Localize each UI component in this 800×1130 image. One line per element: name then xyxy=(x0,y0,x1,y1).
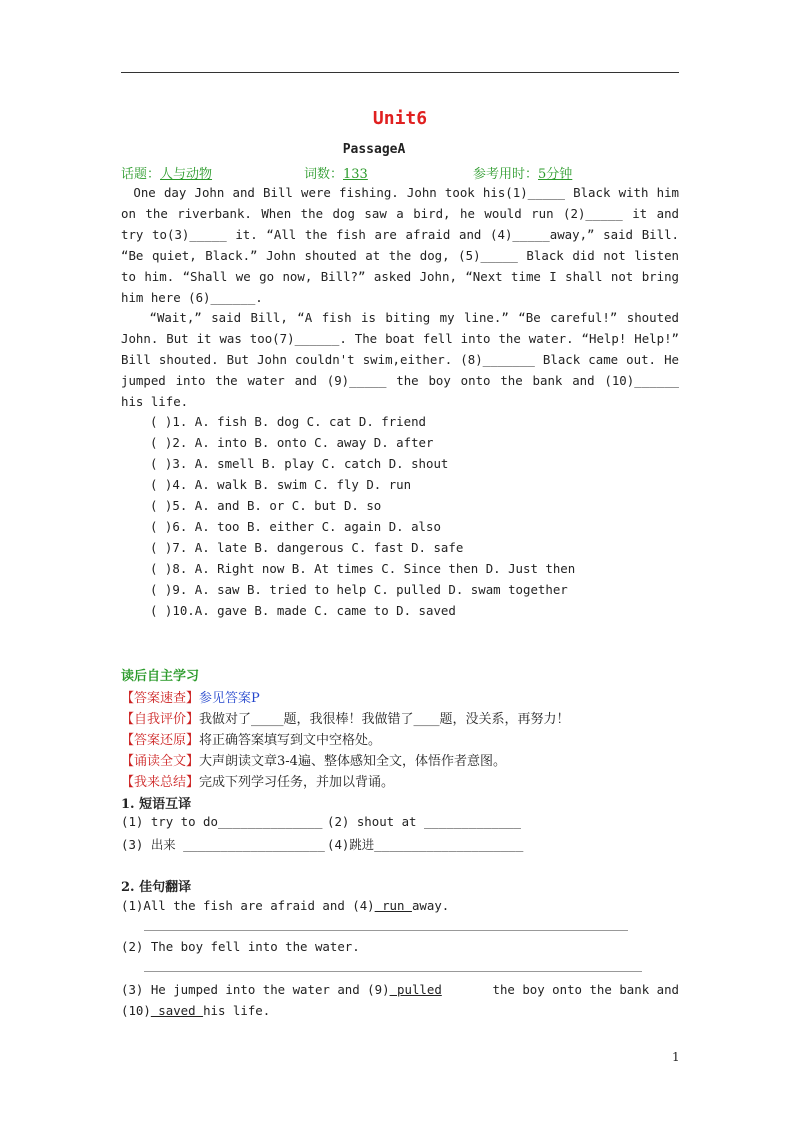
sentence-3 xyxy=(121,982,679,997)
sentence-1-text: (1)All the fish are afraid and (4) xyxy=(121,898,375,913)
passage-paragraph-2: “Wait,” said Bill, “A fish is biting my line.” “Be careful!” shouted John. But it was too(7)______. The boat fell into the water. “Help! Help!” Bill shouted. But John couldn't swim,either. (8)_______ Black came out. He jumped into the water and (9)_____ the boy onto the bank and (10)______ his life. xyxy=(121,310,679,410)
study-tag: 【答案速查】 xyxy=(121,691,200,706)
question-10: ( )10.A. gave B. made C. came to D. saved xyxy=(150,603,456,618)
phrase-3: (3) 出来 ___________________ xyxy=(121,837,325,852)
sentence-4-end: his life. xyxy=(203,1003,271,1018)
sentence-2: (2) The boy fell into the water. xyxy=(121,939,360,954)
study-text: 将正确答案填写到文中空格处。 xyxy=(199,733,382,748)
sentence-4-answer: saved xyxy=(150,1003,204,1018)
word-count-meta xyxy=(304,163,368,182)
study-item-self-eval xyxy=(121,708,570,727)
sentence-3-start: (3) He jumped into the water and (9) xyxy=(121,982,390,997)
phrase-1: (1) try to do______________ xyxy=(121,814,323,829)
topic-label: 话题： xyxy=(121,167,161,182)
phrase-4: (4)跳进____________________ xyxy=(327,837,524,852)
answer-line-2 xyxy=(144,971,642,972)
sentence-1-answer: run xyxy=(374,898,412,913)
study-tag: 【我来总结】 xyxy=(121,775,200,790)
study-tag: 【答案还原】 xyxy=(121,733,200,748)
phrase-2: (2) shout at _____________ xyxy=(327,814,521,829)
topic-meta xyxy=(121,163,212,182)
sentence-1 xyxy=(121,898,449,913)
passage-title: PassageA xyxy=(342,142,406,157)
study-item-read xyxy=(121,750,506,769)
question-5: ( )5. A. and B. or C. but D. so xyxy=(150,498,382,513)
study-tag: 【诵读全文】 xyxy=(121,754,200,769)
words-value: 133 xyxy=(343,167,368,182)
study-text: 我做对了_____题，我很棒！我做错了____题，没关系，再努力！ xyxy=(199,712,570,727)
question-1: ( )1. A. fish B. dog C. cat D. friend xyxy=(150,414,427,429)
time-value: 5分钟 xyxy=(538,167,573,182)
passage-paragraph-1: One day John and Bill were fishing. John took his(1)_____ Black with him on the riverbank. When the dog saw a bird, he would run (2)_____ it and try to(3)_____ it. “All the fish are afraid and (4)_____away,” said Bill. “Be quiet, Black.” John shouted at the dog, (5)_____ Black did not listen to him. “Shall we go now, Bill?” asked John, “Next time I shall not bring him here (6)______. xyxy=(121,185,679,305)
study-item-restore xyxy=(121,729,381,748)
question-2: ( )2. A. into B. onto C. away D. after xyxy=(150,435,434,450)
sentence-3-end: the boy onto the bank and xyxy=(492,982,679,997)
question-9: ( )9. A. saw B. tried to help C. pulled D. swam together xyxy=(150,582,568,597)
sentence-3-text xyxy=(121,982,442,997)
question-7: ( )7. A. late B. dangerous C. fast D. safe xyxy=(150,540,464,555)
question-8: ( )8. A. Right now B. At times C. Since then D. Just then xyxy=(150,561,576,576)
phrases-heading: 1. 短语互译 xyxy=(121,797,192,812)
topic-value: 人与动物 xyxy=(160,167,213,182)
time-label: 参考用时： xyxy=(473,167,539,182)
study-tag: 【自我评价】 xyxy=(121,712,200,727)
words-label: 词数： xyxy=(304,167,344,182)
sentence-3-answer: pulled xyxy=(389,982,442,997)
page-number: 1 xyxy=(672,1050,680,1064)
study-text: 完成下列学习任务，并加以背诵。 xyxy=(199,775,395,790)
study-text: 参见答案P xyxy=(199,691,260,706)
sentences-heading: 2. 佳句翻译 xyxy=(121,880,192,895)
sentence-3-continued xyxy=(121,1003,270,1018)
answer-line-1 xyxy=(144,930,628,931)
question-6: ( )6. A. too B. either C. again D. also xyxy=(150,519,441,534)
time-meta xyxy=(473,163,572,182)
study-item-answers xyxy=(121,687,260,706)
sentence-4-start: (10) xyxy=(121,1003,151,1018)
passage-text xyxy=(121,183,679,413)
study-text: 大声朗读文章3-4遍、整体感知全文，体悟作者意图。 xyxy=(199,754,506,769)
header-rule xyxy=(121,72,679,73)
sentence-1-end: away. xyxy=(411,898,450,913)
study-item-summary xyxy=(121,771,394,790)
question-3: ( )3. A. smell B. play C. catch D. shout xyxy=(150,456,449,471)
unit-title: Unit6 xyxy=(372,108,428,129)
study-heading: 读后自主学习 xyxy=(121,669,200,684)
question-4: ( )4. A. walk B. swim C. fly D. run xyxy=(150,477,412,492)
